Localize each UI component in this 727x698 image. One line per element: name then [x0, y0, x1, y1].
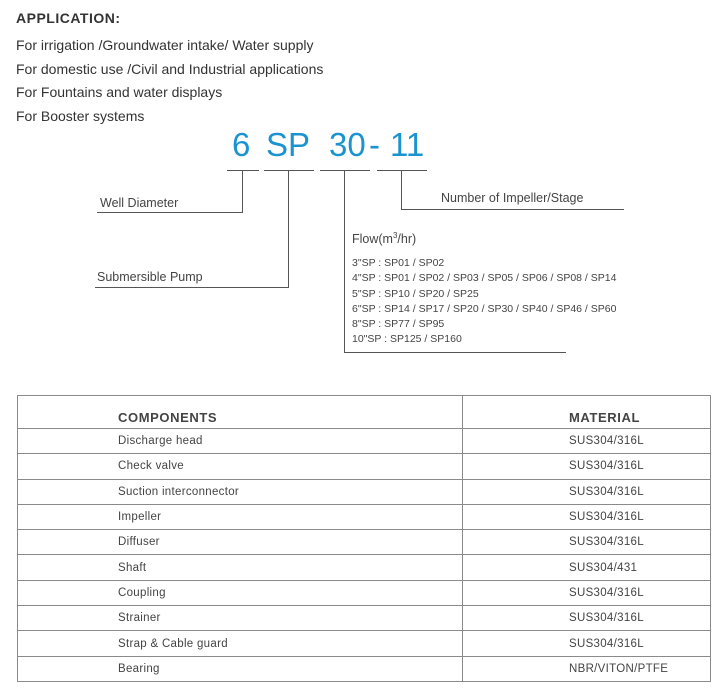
flow-size-list [352, 256, 616, 348]
flow-size-item: 10"SP : SP125 / SP160 [352, 333, 462, 346]
underline-type [264, 170, 314, 171]
component-cell: Coupling [18, 580, 463, 605]
table-row [18, 530, 711, 555]
material-cell: SUS304/316L [463, 429, 711, 454]
material-cell: SUS304/316L [463, 454, 711, 479]
table-row [18, 606, 711, 631]
label-well-diameter: Well Diameter [100, 196, 179, 210]
material-cell: NBR/VITON/PTFE [463, 656, 711, 681]
component-cell: Shaft [18, 555, 463, 580]
flow-size-item: 6"SP : SP14 / SP17 / SP20 / SP30 / SP40 / SP46 / SP60 [352, 302, 617, 315]
header-components: COMPONENTS [18, 396, 463, 429]
underline-diameter [227, 170, 259, 171]
flow-size-item: 8"SP : SP77 / SP95 [352, 318, 445, 331]
model-code-flow: 30 [329, 126, 366, 163]
component-cell: Strainer [18, 606, 463, 631]
material-cell: SUS304/316L [463, 580, 711, 605]
table-header-row [18, 396, 711, 429]
label-impeller-stage: Number of Impeller/Stage [441, 191, 584, 205]
flow-size-item: 4"SP : SP01 / SP02 / SP03 / SP05 / SP06 / SP08 / SP14 [352, 272, 617, 285]
component-cell: Bearing [18, 656, 463, 681]
application-item: For irrigation /Groundwater intake/ Water supply [16, 37, 314, 53]
connector-flow-vertical [344, 170, 345, 353]
table-row [18, 479, 711, 504]
underline-flow [320, 170, 370, 171]
underline-stages [377, 170, 427, 171]
model-code-stages: 11 [390, 126, 425, 163]
material-cell: SUS304/316L [463, 530, 711, 555]
connector-impeller-horizontal [401, 209, 624, 210]
component-cell: Diffuser [18, 530, 463, 555]
table-row [18, 555, 711, 580]
component-cell: Impeller [18, 504, 463, 529]
connector-pump-vertical [288, 170, 289, 288]
component-cell: Discharge head [18, 429, 463, 454]
model-code-diameter: 6 [232, 126, 251, 163]
table-row [18, 454, 711, 479]
application-list [16, 34, 323, 128]
material-cell: SUS304/316L [463, 504, 711, 529]
label-flow: $Flow(m^3/hr)$ [352, 231, 417, 247]
table-row [18, 656, 711, 681]
application-item: For Booster systems [16, 107, 145, 124]
components-table [17, 395, 711, 682]
connector-well-diameter-horizontal [97, 212, 243, 213]
flow-size-item: 5"SP : SP10 / SP20 / SP25 [352, 287, 479, 300]
connector-pump-horizontal [95, 287, 289, 288]
connector-flow-horizontal [344, 352, 566, 353]
model-code-type: SP [266, 126, 311, 163]
material-cell: SUS304/316L [463, 479, 711, 504]
component-cell: Suction interconnector [18, 479, 463, 504]
table-row [18, 580, 711, 605]
component-cell: Check valve [18, 454, 463, 479]
header-material: MATERIAL [463, 396, 711, 429]
application-item: For domestic use /Civil and Industrial applications [16, 60, 324, 77]
connector-impeller-vertical [401, 170, 402, 210]
application-item: For Fountains and water displays [16, 84, 223, 100]
connector-well-diameter-vertical [242, 170, 243, 213]
application-title: APPLICATION: [16, 10, 121, 26]
table-row [18, 504, 711, 529]
component-cell: Strap & Cable guard [18, 631, 463, 656]
table-row [18, 429, 711, 454]
material-cell: SUS304/316L [463, 606, 711, 631]
table-row [18, 631, 711, 656]
label-submersible-pump: Submersible Pump [97, 270, 203, 284]
flow-size-item: 3"SP : SP01 / SP02 [352, 257, 445, 269]
material-cell: SUS304/316L [463, 631, 711, 656]
material-cell: SUS304/431 [463, 555, 711, 580]
model-code-separator: - [369, 126, 380, 163]
